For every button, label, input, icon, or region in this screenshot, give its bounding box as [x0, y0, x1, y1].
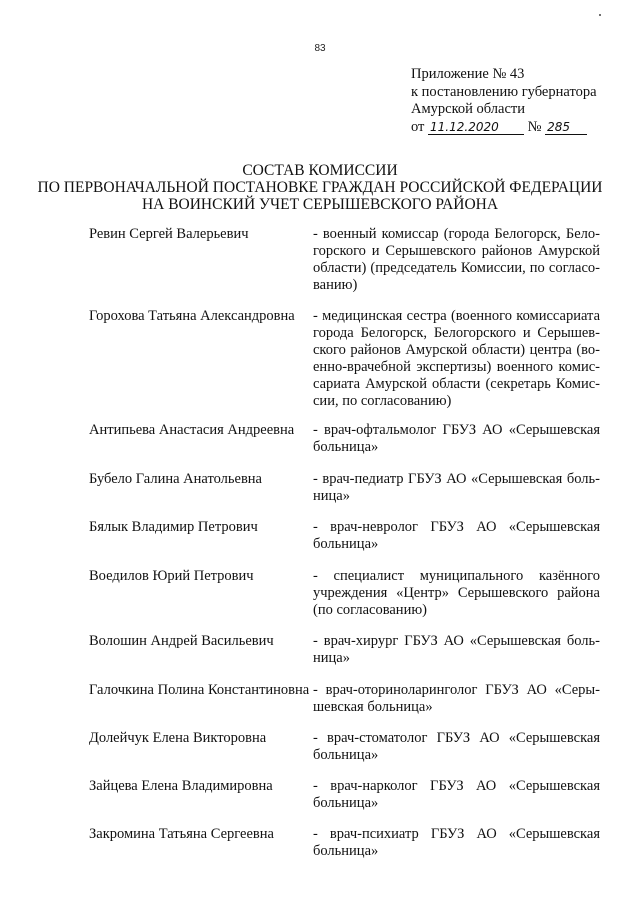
member-role: - врач-педиатр ГБУЗ АО «Серышевская больница»: [313, 471, 600, 504]
member-role: - врач-хирург ГБУЗ АО «Серышевская больница»: [313, 633, 600, 666]
appendix-line-3: Амурской области: [411, 101, 525, 117]
member-name: Галочкина Полина Константиновна: [89, 682, 310, 698]
title-line-2: ПО ПЕРВОНАЧАЛЬНОЙ ПОСТАНОВКЕ ГРАЖДАН РОССИЙСКОЙ ФЕДЕРАЦИИ: [37, 179, 603, 196]
member-name: Зайцева Елена Владимировна: [89, 778, 273, 794]
handwritten-date: 11.12.2020: [428, 120, 524, 135]
title-line-1: СОСТАВ КОМИССИИ: [242, 162, 398, 179]
member-name: Антипьева Анастасия Андреевна: [89, 422, 295, 438]
member-name: Горохова Татьяна Александровна: [89, 308, 295, 324]
title-line-3: НА ВОИНСКИЙ УЧЕТ СЕРЫШЕВСКОГО РАЙОНА: [141, 196, 499, 213]
document-title: [0, 162, 640, 213]
page-number: 83: [314, 43, 326, 54]
member-role: - врач-стоматолог ГБУЗ АО «Серышевская больница»: [313, 730, 600, 763]
member-name: Бубело Галина Анатольевна: [89, 471, 262, 487]
member-role: - медицинская сестра (военного комиссариата города Белогорск, Белогорского и Серышевского районов Амурской области) центра (военно-врачебной экспертизы) военного комиссариата Амурской области (секретарь Комиссии, по согласованию): [313, 308, 600, 409]
from-label: от: [411, 118, 425, 135]
member-name: Ревин Сергей Валерьевич: [89, 226, 249, 242]
member-role: - врач-невролог ГБУЗ АО «Серышевская больница»: [313, 519, 600, 552]
member-role: - специалист муниципального казённого учреждения «Центр» Серышевского района (по согласованию): [313, 568, 600, 618]
member-name: Воедилов Юрий Петрович: [89, 568, 254, 584]
member-name: Волошин Андрей Васильевич: [89, 633, 274, 649]
member-role: - военный комиссар (города Белогорск, Белогорского и Серышевского районов Амурской области) (председатель Комиссии, по согласованию): [313, 226, 600, 293]
handwritten-number: 285: [545, 120, 587, 135]
member-role: - врач-офтальмолог ГБУЗ АО «Серышевская больница»: [313, 422, 600, 455]
member-name: Закромина Татьяна Сергеевна: [89, 826, 274, 842]
number-label: №: [527, 118, 542, 135]
scan-speck: [599, 14, 601, 16]
member-role: - врач-психиатр ГБУЗ АО «Серышевская больница»: [313, 826, 600, 859]
member-role: - врач-оториноларинголог ГБУЗ АО «Серышевская больница»: [313, 682, 600, 715]
appendix-line-1: Приложение № 43: [411, 66, 525, 82]
member-name: Долейчук Елена Викторовна: [89, 730, 267, 746]
appendix-block: [411, 66, 597, 136]
appendix-date-line: [411, 119, 597, 137]
appendix-line-2: к постановлению губернатора: [411, 83, 597, 100]
member-role: - врач-нарколог ГБУЗ АО «Серышевская больница»: [313, 778, 600, 811]
member-name: Бялык Владимир Петрович: [89, 519, 258, 535]
